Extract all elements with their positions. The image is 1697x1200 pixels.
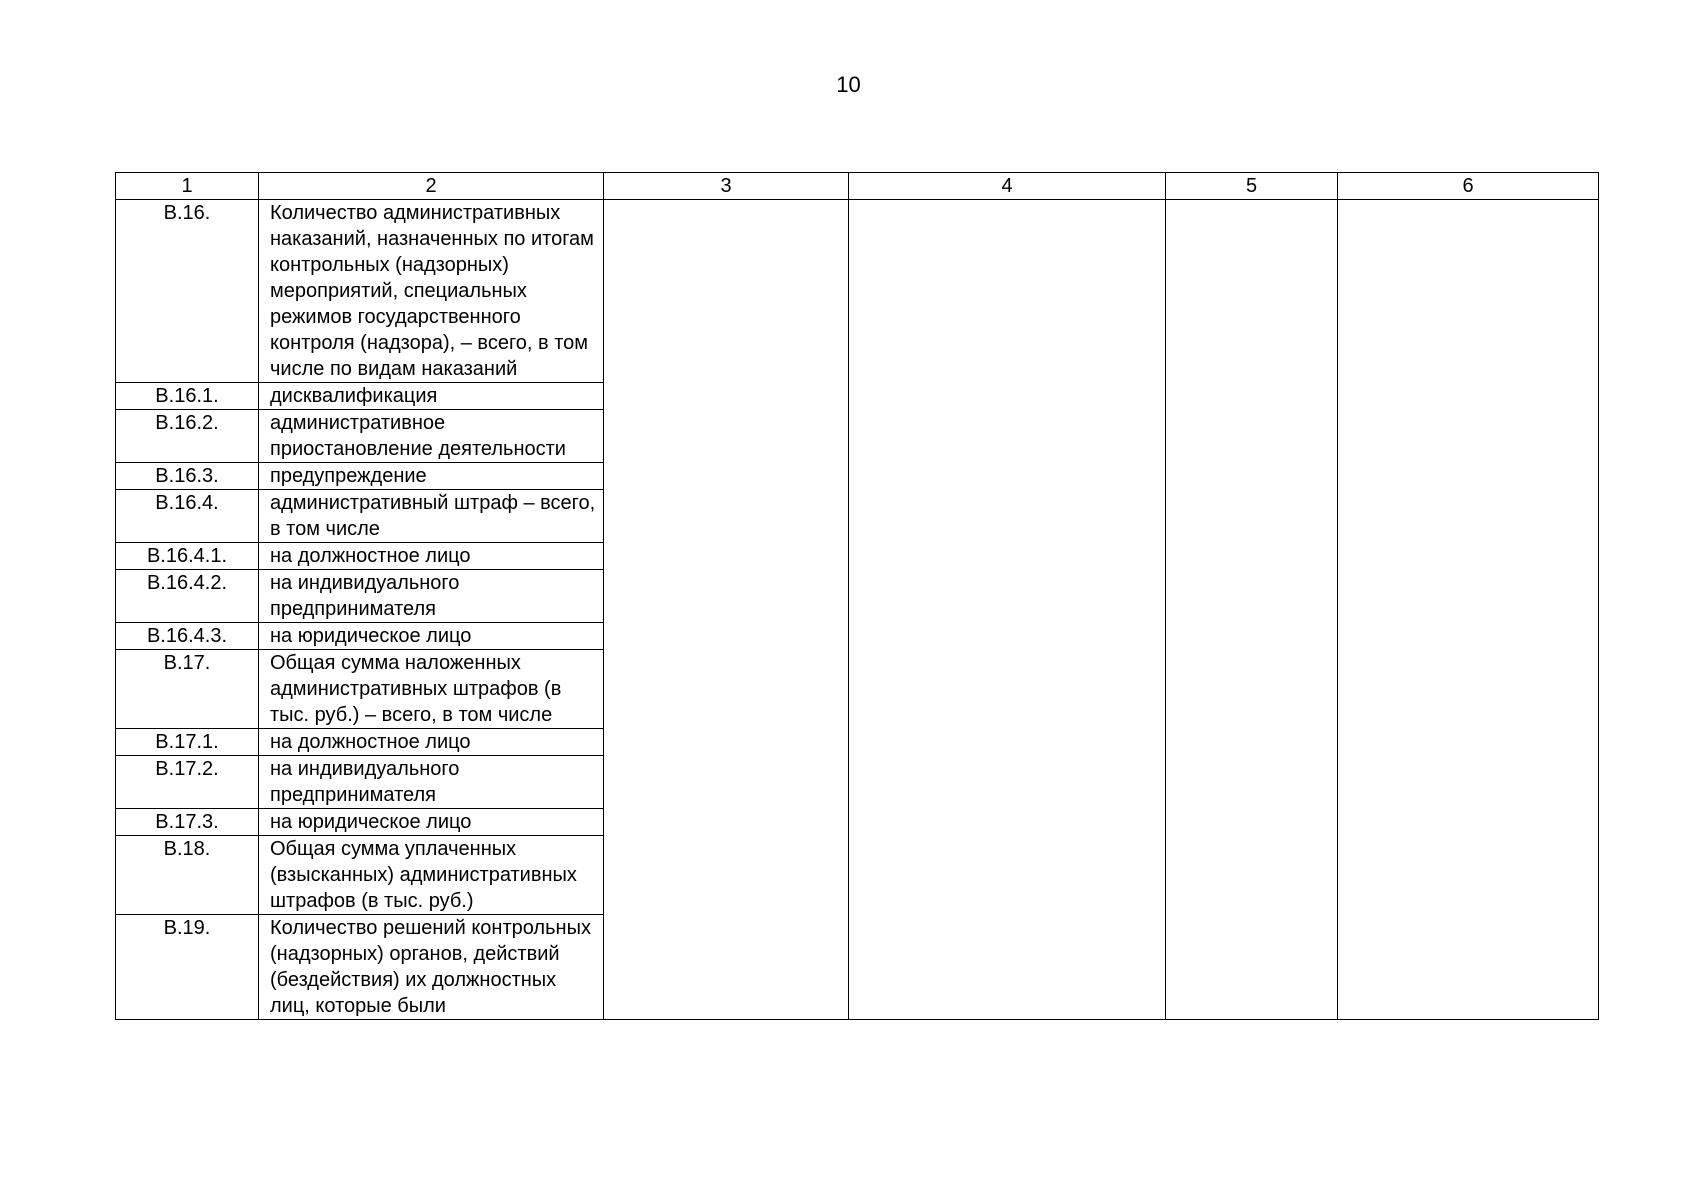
row-label: административный штраф – всего, в том числе [259, 490, 604, 543]
row-label: на должностное лицо [259, 543, 604, 570]
row-code: В.16. [116, 200, 259, 383]
row-label: на индивидуального предпринимателя [259, 570, 604, 623]
row-label: Общая сумма наложенных административных штрафов (в тыс. руб.) – всего, в том числе [259, 650, 604, 729]
column-header-6: 6 [1338, 173, 1599, 200]
row-label: Количество административных наказаний, назначенных по итогам контрольных (надзорных) мероприятий, специальных режимов государственного контроля (надзора), – всего, в том числе по видам наказаний [259, 200, 604, 383]
column-header-5: 5 [1166, 173, 1338, 200]
row-code: В.18. [116, 836, 259, 915]
row-code: В.17. [116, 650, 259, 729]
row-code: В.17.2. [116, 756, 259, 809]
row-code: В.17.3. [116, 809, 259, 836]
column-header-1: 1 [116, 173, 259, 200]
row-label: Количество решений контрольных (надзорных) органов, действий (бездействия) их должностных лиц, которые были [259, 915, 604, 1020]
row-label: предупреждение [259, 463, 604, 490]
row-code: В.16.3. [116, 463, 259, 490]
column-3-cell [604, 200, 849, 1020]
row-label: на юридическое лицо [259, 623, 604, 650]
row-label: на должностное лицо [259, 729, 604, 756]
row-code: В.16.2. [116, 410, 259, 463]
row-code: В.16.4.2. [116, 570, 259, 623]
report-table [115, 172, 1599, 1020]
column-header-3: 3 [604, 173, 849, 200]
column-header-2: 2 [259, 173, 604, 200]
column-6-cell [1338, 200, 1599, 1020]
row-label: дисквалификация [259, 383, 604, 410]
column-5-cell [1166, 200, 1338, 1020]
table-row [116, 200, 1599, 383]
row-code: В.16.4. [116, 490, 259, 543]
header-row [116, 173, 1599, 200]
column-4-cell [849, 200, 1166, 1020]
row-code: В.17.1. [116, 729, 259, 756]
row-label: на индивидуального предпринимателя [259, 756, 604, 809]
row-label: Общая сумма уплаченных (взысканных) административных штрафов (в тыс. руб.) [259, 836, 604, 915]
row-label: административное приостановление деятельности [259, 410, 604, 463]
page-number: 10 [836, 72, 861, 97]
column-header-4: 4 [849, 173, 1166, 200]
row-code: В.19. [116, 915, 259, 1020]
row-code: В.16.4.3. [116, 623, 259, 650]
row-code: В.16.4.1. [116, 543, 259, 570]
row-code: В.16.1. [116, 383, 259, 410]
row-label: на юридическое лицо [259, 809, 604, 836]
